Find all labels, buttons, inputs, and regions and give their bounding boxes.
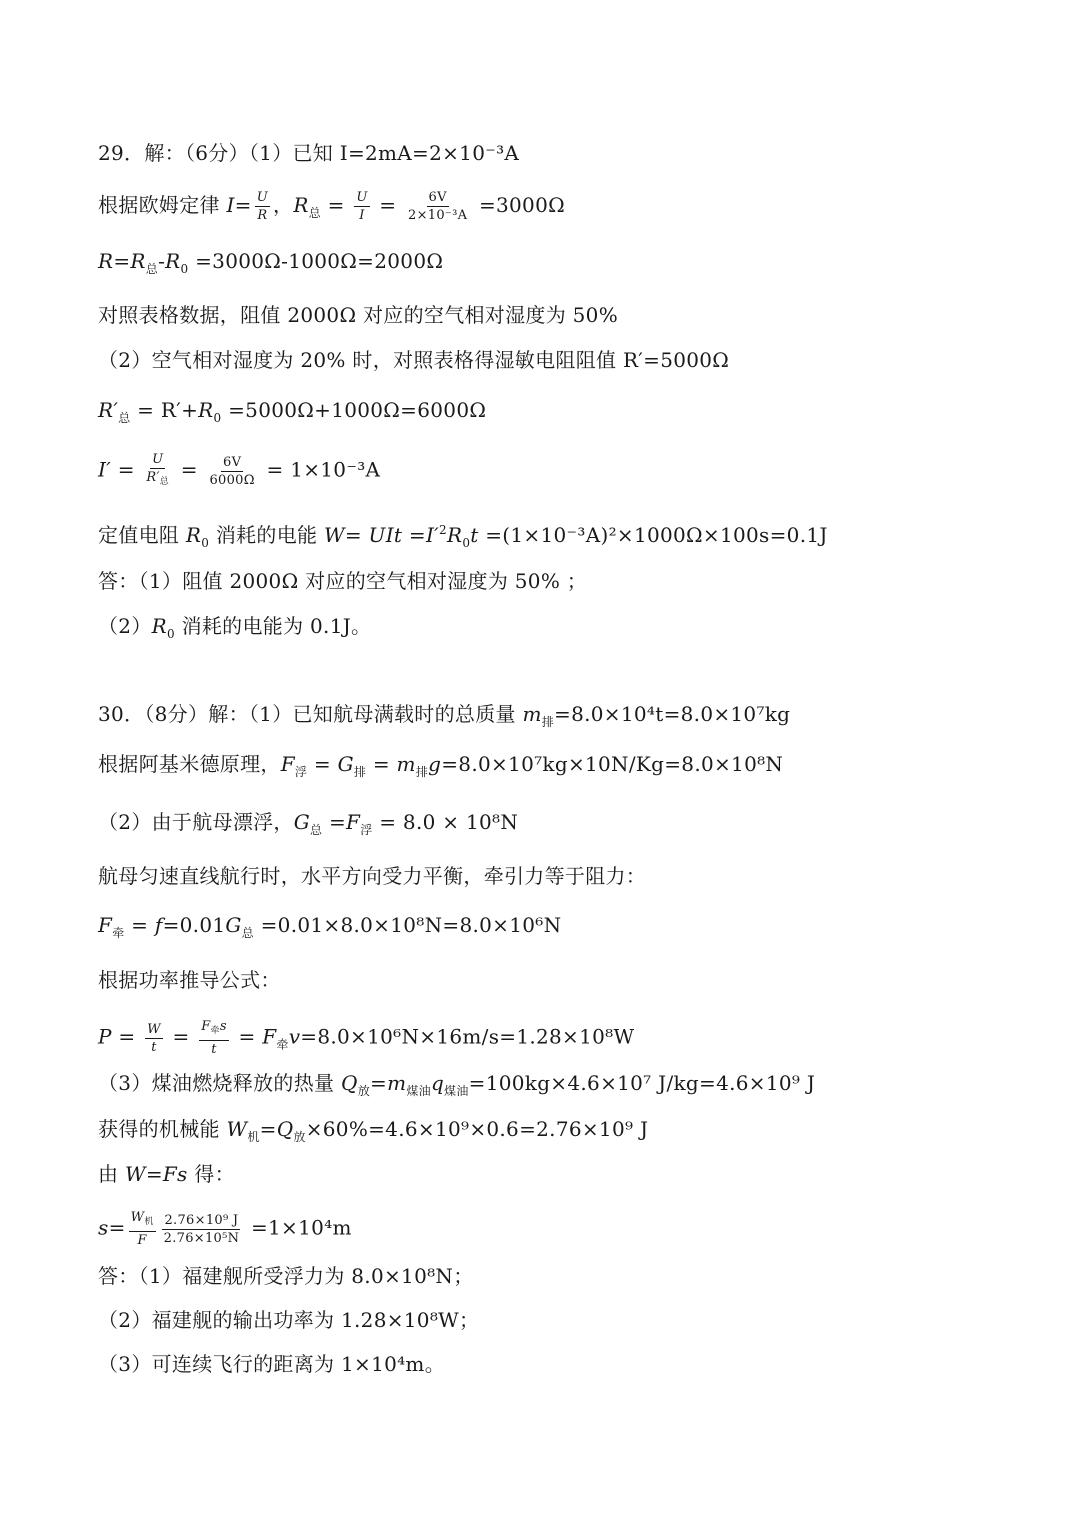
subscript: 总 xyxy=(159,477,170,487)
fraction-6v-over-6000 xyxy=(207,455,256,488)
numerator: 6V xyxy=(428,190,447,205)
q30-mechanical-energy xyxy=(98,1115,648,1151)
symbol: R xyxy=(185,523,202,547)
symbol: W xyxy=(226,1117,248,1141)
result: =8.0×10⁶N×16m/s=1.28×10⁸W xyxy=(300,1024,635,1049)
text: = xyxy=(402,523,426,547)
subscript: 总 xyxy=(241,926,254,940)
result: =8.0×10⁷kg×10N/Kg=8.0×10⁸N xyxy=(441,752,784,776)
q29-total-resistance xyxy=(98,396,486,432)
numerator: W xyxy=(147,1021,161,1037)
result: =3000Ω-1000Ω=2000Ω xyxy=(188,249,444,273)
subscript: 浮 xyxy=(294,765,308,779)
symbol: Q xyxy=(340,1071,358,1095)
symbol: q xyxy=(430,1071,445,1095)
denominator: I xyxy=(359,208,365,223)
text: =0.01 xyxy=(162,913,226,937)
denominator xyxy=(144,469,171,490)
fraction-w-over-t xyxy=(145,1022,163,1055)
subscript: 0 xyxy=(462,536,471,550)
subscript: 机 xyxy=(144,1217,154,1227)
q29-energy-line xyxy=(98,516,828,557)
symbol: R xyxy=(151,614,167,638)
text: 消耗的电能为 0.1J。 xyxy=(174,614,372,638)
subscript: 机 xyxy=(247,1130,260,1144)
denominator: R xyxy=(257,208,268,223)
numerator xyxy=(199,1019,229,1041)
q30-traction-line xyxy=(98,911,561,947)
symbol: W=Fs xyxy=(124,1162,188,1186)
q30-work-formula xyxy=(98,1160,235,1188)
subscript: 0 xyxy=(213,411,222,425)
q30-heat-line xyxy=(98,1069,815,1105)
symbol: m xyxy=(387,1071,407,1095)
result: =(1×10⁻³A)²×1000Ω×100s=0.1J xyxy=(478,523,828,547)
q29-part2-intro: （2）空气相对湿度为 20% 时，对照表格得湿敏电阻阻值 R′=5000Ω xyxy=(98,348,730,372)
subscript: 牵 xyxy=(276,1037,289,1052)
q30-balance-text: 航母匀速直线航行时，水平方向受力平衡，牵引力等于阻力： xyxy=(98,864,647,888)
text: = xyxy=(322,810,347,834)
text: = xyxy=(124,913,155,937)
fraction-fs-over-t xyxy=(199,1019,229,1057)
result: =8.0×10⁴t=8.0×10⁷kg xyxy=(554,702,791,726)
text: 定值电阻 xyxy=(98,523,186,547)
text: = xyxy=(320,193,352,217)
subscript: 浮 xyxy=(360,823,373,837)
subscript: 牵 xyxy=(112,926,125,940)
q30-answer-1: 答：（1）福建舰所受浮力为 8.0×10⁸N； xyxy=(98,1264,474,1288)
text: 获得的机械能 xyxy=(98,1117,227,1141)
superscript: 2 xyxy=(439,523,447,537)
result: =100kg×4.6×10⁷ J/kg=4.6×10⁹ J xyxy=(468,1071,816,1095)
fraction-6v-over-current xyxy=(406,190,469,223)
text: 消耗的电能 xyxy=(209,523,324,547)
result: = 8.0 × 10⁸N xyxy=(372,810,519,834)
q29-resistance-line xyxy=(98,247,443,283)
symbol: R xyxy=(165,249,181,273)
subscript: 0 xyxy=(166,627,175,641)
symbol: s xyxy=(98,1215,109,1240)
symbol: R xyxy=(293,193,309,217)
text: = xyxy=(113,249,131,273)
q29-answer-2 xyxy=(98,612,371,648)
q29-current-line xyxy=(98,452,380,490)
symbol: F xyxy=(262,1024,277,1049)
q29-ohms-law-line xyxy=(98,190,565,227)
subscript: 0 xyxy=(180,262,189,276)
fraction-u-over-i xyxy=(354,190,369,223)
subscript: 总 xyxy=(308,206,321,220)
denominator: t xyxy=(151,1039,157,1055)
q30-answer-2: （2）福建舰的输出功率为 1.28×10⁸W； xyxy=(98,1308,480,1332)
q30-heading xyxy=(98,700,790,736)
numerator: U xyxy=(356,190,368,205)
subscript: 总 xyxy=(310,823,323,837)
subscript: 放 xyxy=(293,1130,306,1144)
fraction-u-over-r xyxy=(255,190,270,223)
text: = xyxy=(108,1215,126,1240)
symbol: R xyxy=(446,523,463,547)
fraction-energy-over-force xyxy=(162,1213,242,1246)
symbol: f xyxy=(154,913,163,937)
symbol: G xyxy=(337,752,354,776)
symbol: I′ xyxy=(425,523,440,547)
symbol: G xyxy=(225,913,242,937)
text: （2） xyxy=(98,614,152,638)
result: =5000Ω+1000Ω=6000Ω xyxy=(221,398,487,422)
symbol: m xyxy=(522,702,542,726)
text: = xyxy=(366,752,397,776)
text: （3）煤油燃烧释放的热量 xyxy=(98,1071,341,1095)
subscript: 排 xyxy=(415,765,429,779)
text: 30．（8分）解：（1）已知航母满载时的总质量 xyxy=(98,702,523,726)
symbol: F xyxy=(280,752,295,776)
numerator: 2.76×10⁹ J xyxy=(164,1212,239,1228)
subscript: 0 xyxy=(201,536,210,550)
q29-answer-1: 答：（1）阻值 2000Ω 对应的空气相对湿度为 50% ； xyxy=(98,569,588,593)
numerator: U xyxy=(152,452,164,467)
subscript: 排 xyxy=(541,715,555,729)
denominator: 2.76×10⁵N xyxy=(163,1230,240,1246)
symbol: Q xyxy=(276,1117,294,1141)
text: 根据阿基米德原理， xyxy=(98,752,281,776)
result: =3000Ω xyxy=(472,193,565,217)
symbol: F xyxy=(346,810,361,834)
subscript: 总 xyxy=(145,262,159,276)
q29-heading: 29．解：（6分）（1）已知 I=2mA=2×10⁻³A xyxy=(98,141,520,165)
symbol: s xyxy=(219,1019,227,1034)
denominator: 2×10⁻³A xyxy=(408,208,468,223)
result: =1×10⁴m xyxy=(244,1215,352,1240)
text: = xyxy=(259,1117,277,1141)
subscript: 牵 xyxy=(210,1026,220,1036)
fraction-w-over-f xyxy=(129,1210,156,1248)
q30-distance-line xyxy=(98,1210,352,1248)
text: （2）由于航母漂浮， xyxy=(98,810,294,834)
subscript: 煤油 xyxy=(444,1084,469,1098)
q30-archimedes-line xyxy=(98,750,783,786)
result: =0.01×8.0×10⁸N=8.0×10⁶N xyxy=(253,913,562,937)
symbol: I xyxy=(226,193,235,217)
text: = xyxy=(231,1024,263,1049)
q30-power-intro: 根据功率推导公式： xyxy=(98,968,281,992)
q30-floating-line xyxy=(98,808,518,844)
denominator: t xyxy=(211,1042,217,1057)
text: = xyxy=(372,193,403,217)
symbol: v xyxy=(288,1024,301,1049)
symbol: R xyxy=(198,398,214,422)
symbol: R′ xyxy=(98,398,119,422)
fraction-u-over-r-total xyxy=(144,452,171,490)
symbol: W xyxy=(130,1210,145,1225)
subscript: 煤油 xyxy=(406,1084,431,1098)
text: = xyxy=(111,1024,143,1049)
result: = 1×10⁻³A xyxy=(259,457,381,482)
text: = xyxy=(370,1071,388,1095)
symbol: R xyxy=(130,249,146,273)
text: = xyxy=(174,457,205,482)
numerator: U xyxy=(256,190,268,205)
subscript: 放 xyxy=(357,1084,370,1098)
symbol: m xyxy=(396,752,416,776)
symbol: I′ = xyxy=(98,457,142,482)
text: - xyxy=(158,249,166,273)
denominator: 6000Ω xyxy=(209,472,255,488)
text: = xyxy=(234,193,252,217)
result: ×60%=4.6×10⁹×0.6=2.76×10⁹ J xyxy=(305,1117,649,1141)
symbol: G xyxy=(293,810,311,834)
symbol: R xyxy=(98,249,114,273)
q29-table-lookup: 对照表格数据，阻值 2000Ω 对应的空气相对湿度为 50% xyxy=(98,303,619,327)
text: 由 xyxy=(98,1162,125,1186)
subscript: 排 xyxy=(353,765,367,779)
symbol: P xyxy=(98,1024,112,1049)
symbol: g xyxy=(428,752,442,776)
symbol: F xyxy=(201,1019,211,1034)
text: = xyxy=(165,1024,197,1049)
text: 得： xyxy=(187,1162,235,1186)
symbol: R′ xyxy=(146,470,160,485)
text: = xyxy=(307,752,338,776)
subscript: 总 xyxy=(118,411,131,425)
numerator xyxy=(129,1210,156,1232)
q30-power-line xyxy=(98,1019,634,1059)
text: ， xyxy=(273,193,294,217)
symbol: W= UIt xyxy=(323,523,403,547)
symbol: t xyxy=(470,523,479,547)
q30-answer-3: （3）可连续飞行的距离为 1×10⁴m。 xyxy=(98,1352,445,1376)
text: = R′+ xyxy=(130,398,199,422)
text: 根据欧姆定律 xyxy=(98,193,227,217)
symbol: F xyxy=(98,913,113,937)
denominator: F xyxy=(137,1233,147,1248)
numerator: 6V xyxy=(223,454,242,470)
